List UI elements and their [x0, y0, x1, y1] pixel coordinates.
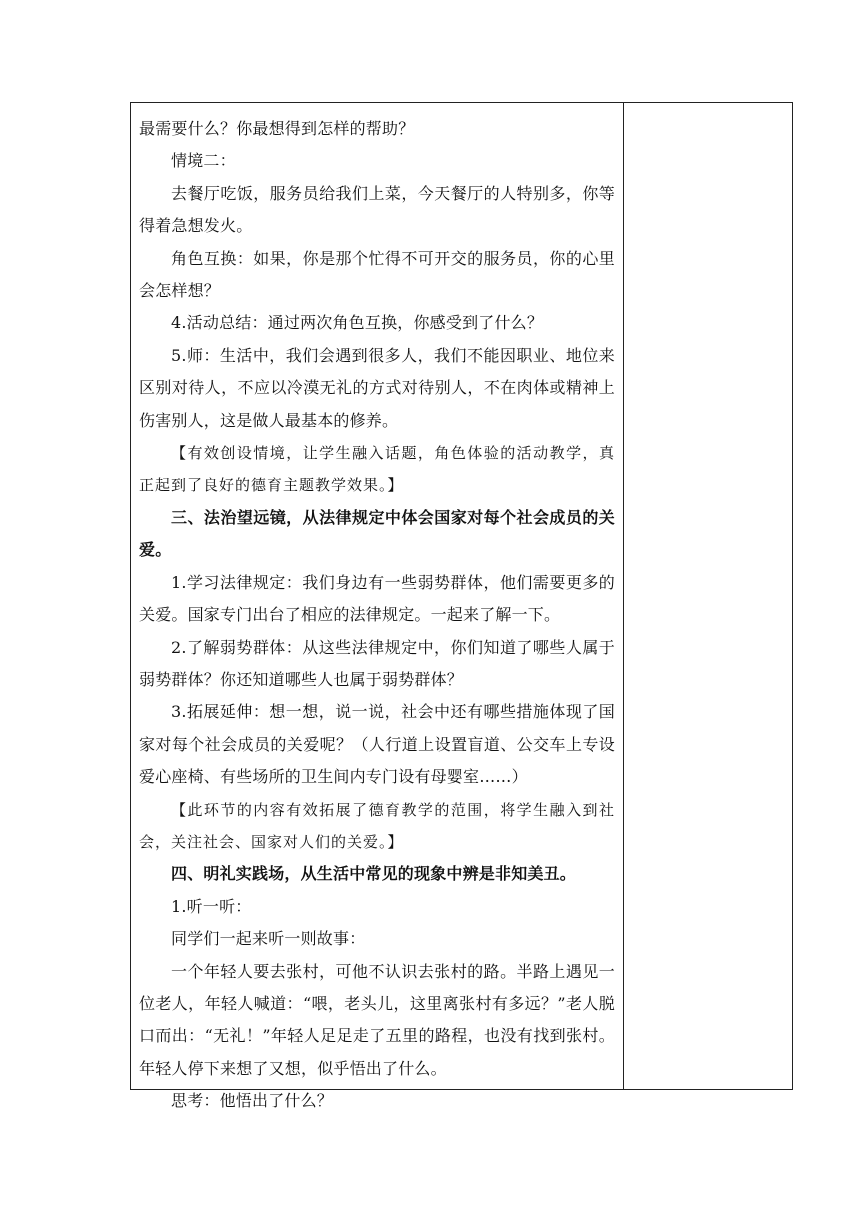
content-cell [131, 103, 624, 1111]
section-heading-four: 四、明礼实践场，从生活中常见的现象中辨是非知美丑。 [171, 864, 577, 884]
paragraph-listen-heading: 1.听一听： [171, 896, 252, 916]
paragraph-scenario-two-heading: 情境二： [171, 151, 236, 171]
notes-cell [624, 103, 792, 1089]
paragraph-think: 思考：他悟出了什么？ [171, 1091, 334, 1111]
paragraph-teacher-remark: 5.师：生活中，我们会遇到很多人，我们不能因职业、地位来区别对待人，不应以冷漠无礼的方式对待别人，不在肉体或精神上伤害别人，这是做人最基本的修养。 [139, 345, 615, 430]
paragraph-question-continuation: 最需要什么？你最想得到怎样的帮助？ [139, 119, 415, 138]
paragraph-role-swap: 角色互换：如果，你是那个忙得不可开交的服务员，你的心里会怎样想？ [139, 248, 615, 301]
lesson-plan-table [130, 102, 793, 1111]
paragraph-extension: 3.拓展延伸：想一想，说一说，社会中还有哪些措施体现了国家对每个社会成员的关爱呢？（人行道上设置盲道、公交车上专设爱心座椅、有些场所的卫生间内专门设有母婴室……） [139, 702, 615, 787]
paragraph-comment-one: 【有效创设情境，让学生融入话题，角色体验的活动教学，真正起到了良好的德育主题教学效果。】 [139, 444, 615, 495]
section-heading-three: 三、法治望远镜，从法律规定中体会国家对每个社会成员的关爱。 [139, 507, 615, 560]
paragraph-story-intro: 同学们一起来听一则故事： [171, 929, 366, 949]
paragraph-comment-two: 【此环节的内容有效拓展了德育教学的范围，将学生融入到社会，关注社会、国家对人们的关爱。】 [139, 800, 615, 851]
paragraph-restaurant-scenario: 去餐厅吃饭，服务员给我们上菜，今天餐厅的人特别多，你等得着急想发火。 [139, 183, 615, 236]
paragraph-activity-summary: 4.活动总结：通过两次角色互换，你感受到了什么？ [171, 313, 544, 333]
paragraph-story: 一个年轻人要去张村，可他不认识去张村的路。半路上遇见一位老人，年轻人喊道：“喂，老头儿，这里离张村有多远？”老人脱口而出：“无礼！”年轻人足足走了五里的路程，也没有找到张村。年轻人停下来想了又想，似乎悟出了什么。 [139, 961, 615, 1078]
paragraph-vulnerable-groups: 2.了解弱势群体：从这些法律规定中，你们知道了哪些人属于弱势群体？你还知道哪些人也属于弱势群体？ [139, 637, 615, 689]
paragraph-law-study: 1.学习法律规定：我们身边有一些弱势群体，他们需要更多的关爱。国家专门出台了相应的法律规定。一起来了解一下。 [139, 572, 615, 625]
